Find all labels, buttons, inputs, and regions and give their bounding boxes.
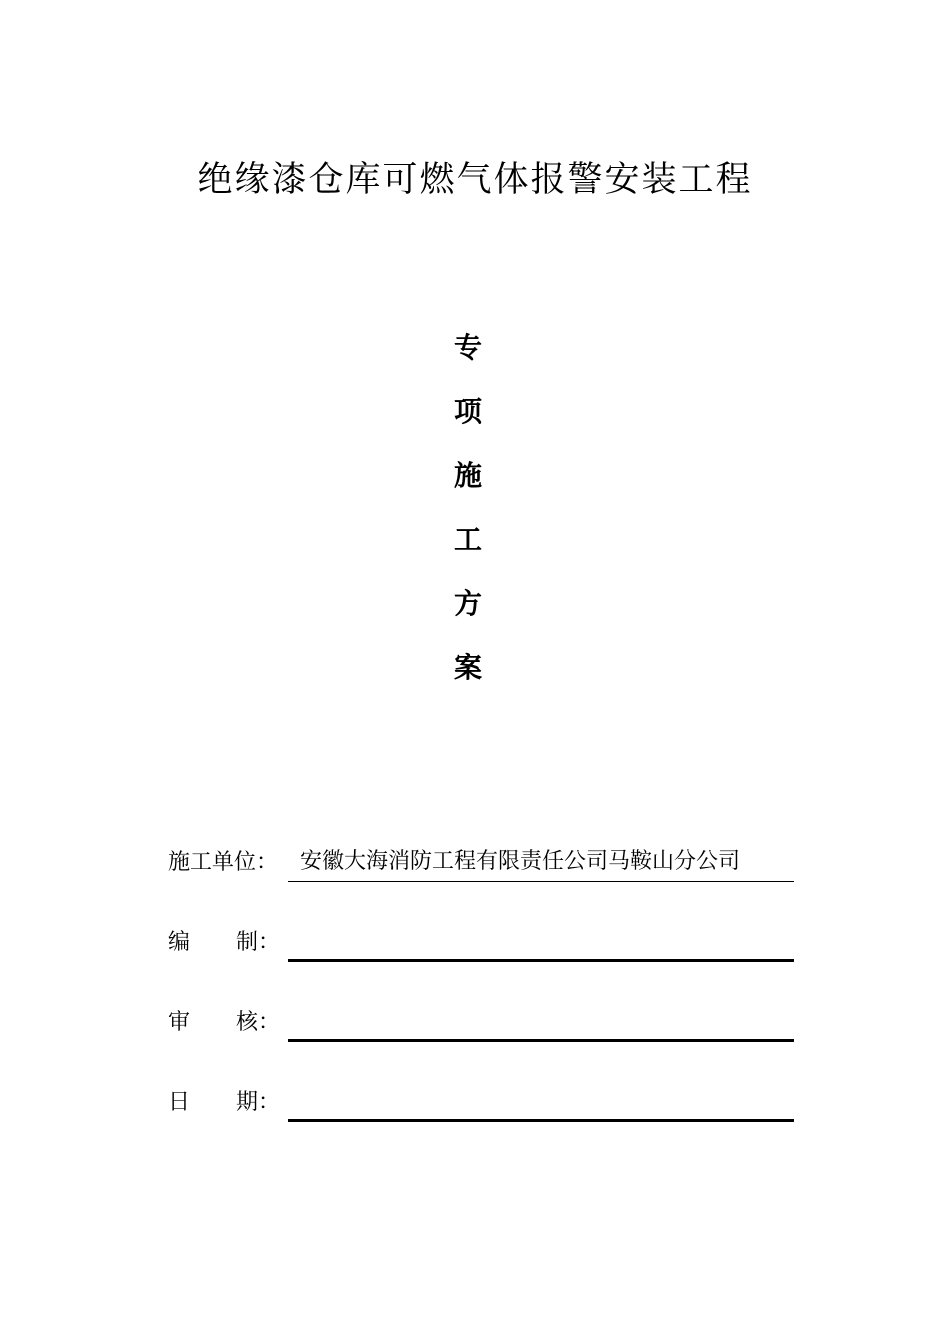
review-row (168, 1002, 794, 1042)
subtitle-char: 专 (453, 331, 482, 364)
author-label (168, 928, 280, 958)
construction-unit-underline (288, 881, 794, 882)
document-title: 绝缘漆仓库可燃气体报警安装工程 (197, 160, 753, 200)
date-label (168, 1088, 280, 1118)
subtitle-char: 项 (453, 395, 482, 428)
author-underline (288, 959, 794, 962)
construction-unit-row (168, 842, 794, 882)
author-label-char-2: 制 (236, 930, 259, 955)
review-label-char-2: 核 (236, 1010, 259, 1035)
label-colon: ： (258, 930, 281, 955)
subtitle-char: 工 (453, 523, 482, 556)
construction-unit-label (168, 848, 278, 878)
review-label (168, 1008, 280, 1038)
date-underline (288, 1119, 794, 1122)
subtitle-char: 方 (453, 587, 482, 620)
vertical-subtitle (442, 328, 494, 712)
review-underline (288, 1039, 794, 1042)
label-colon: ： (258, 1010, 281, 1035)
subtitle-char: 施 (453, 459, 482, 492)
review-label-char-1: 审 (168, 1010, 191, 1035)
date-label-char-1: 日 (168, 1090, 191, 1115)
construction-unit-label-text: 施工单位 (168, 850, 257, 875)
author-label-char-1: 编 (168, 930, 191, 955)
date-row (168, 1082, 794, 1122)
label-colon: ： (256, 850, 279, 875)
construction-unit-value: 安徽大海消防工程有限责任公司马鞍山分公司 (300, 849, 741, 874)
author-row (168, 922, 794, 962)
subtitle-char: 案 (453, 651, 482, 684)
label-colon: ： (258, 1090, 281, 1115)
date-label-char-2: 期 (236, 1090, 259, 1115)
